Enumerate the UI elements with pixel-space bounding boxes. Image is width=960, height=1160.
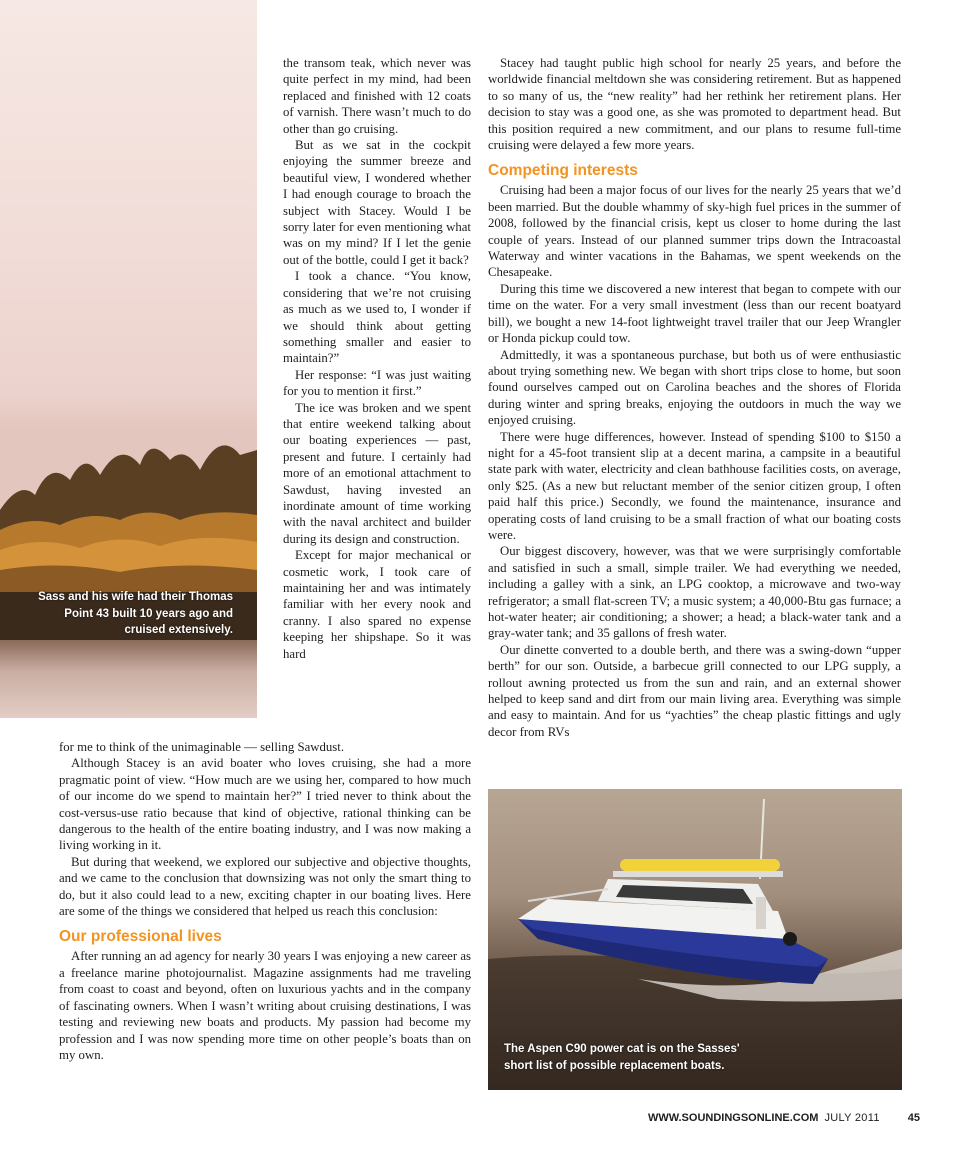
section-heading: Our professional lives bbox=[59, 928, 222, 946]
paragraph: Her response: “I was just waiting for you to mention it first.” bbox=[283, 367, 471, 399]
article-column-2 bbox=[488, 55, 901, 740]
paragraph: But as we sat in the cockpit enjoying the summer breeze and beautiful view, I wondered whether I had enough courage to broach the subject with Stacey. Would I be sorry later for even mentioning what was on my mind? If I let the genie out of the bottle, could I get it back? bbox=[283, 138, 471, 267]
page-number: 45 bbox=[907, 1112, 920, 1124]
paragraph: The ice was broken and we spent that entire weekend talking about our boating experiences — past, present and future. I certainly had more of an emotional attachment to Sawdust, having invested an inordinate amount of time working with the naval architect and builder during its design and construction. bbox=[283, 400, 471, 546]
caption-line: Point 43 built 10 years ago and bbox=[64, 607, 233, 620]
water-reflection bbox=[0, 640, 257, 718]
article-column-1-upper bbox=[283, 55, 471, 662]
caption-line: short list of possible replacement boats. bbox=[504, 1060, 725, 1072]
paragraph: After running an ad agency for nearly 30 years I was enjoying a new career as a freelance marine photojournalist. Magazine assignments had me traveling from coast to coast and beyond, often on luxurious yachts and in the company of fascinating owners. When I wasn’t writing about cruising destinations, I was testing and reviewing new boats and products. My passion had become my profession and I was now spending more time on other people’s boats than on my own. bbox=[59, 949, 471, 1062]
page-footer bbox=[648, 1112, 920, 1124]
paragraph: Although Stacey is an avid boater who loves cruising, she had a more pragmatic point of view. “How much are we using her, compared to how much of our income do we spend to maintain her?” I tried never to think about the cost-versus-use ratio because that kind of objective, rational thinking can be dangerous to the health of the entire boating industry, and I was now making a living working in it. bbox=[59, 756, 471, 853]
section-heading: Competing interests bbox=[488, 162, 638, 180]
paragraph: Admittedly, it was a spontaneous purchase, but both us of were enthusiastic about trying something new. We began with short trips close to home, but soon found ourselves camped out on Carolina beaches and the shores of Florida during winter and spring breaks, enjoying the outdoors in much the way we enjoyed cruising. bbox=[488, 347, 901, 428]
boat-photo bbox=[488, 789, 902, 1090]
article-column-1-lower bbox=[59, 739, 471, 1063]
photo-caption-top bbox=[11, 589, 233, 639]
paragraph: Stacey had taught public high school for nearly 25 years, and before the worldwide financial meltdown she was considering retirement. But as happened to so many of us, the “new reality” had her rethink her retirement plans. Her decision to stay was a good one, as she was promoted to department head. But this position required a new commitment, and our plans to resume full-time cruising were delayed a few more years. bbox=[488, 56, 901, 153]
paragraph: Our biggest discovery, however, was that we were surprisingly comfortable and satisfied in such a small, simple trailer. We had everything we needed, including a galley with a sink, an LPG cooktop, a microwave and two-way refrigerator; a small flat-screen TV; a music system; a 40,000-Btu gas furnace; a hot-water heater; air conditioning; a shower; a head; a black-water tank and a gray-water tank; and 35 gallons of fresh water. bbox=[488, 544, 901, 641]
caption-line: The Aspen C90 power cat is on the Sasses' bbox=[504, 1043, 740, 1055]
paragraph: Cruising had been a major focus of our lives for the nearly 25 years that we’d been married. But the double whammy of sky-high fuel prices in the summer of 2008, followed by the financial crisis, kept us closer to home during the last couple of years. Instead of our planned summer trips down the Intracoastal Waterway and winter vacations in the Bahamas, we spent weekends on the Chesapeake. bbox=[488, 183, 901, 280]
paragraph: Our dinette converted to a double berth, and there was a swing-down “upper berth” for our son. Outside, a barbecue grill connected to our LPG supply, a rollout awning protected us from the sun and rain, and an external shower helped to keep sand and dirt from our main living area. Everything was simple and easy to maintain. And for us “yachties” the cheap plastic fittings and ugly decor from RVs bbox=[488, 642, 901, 739]
footer-issue: JULY 2011 bbox=[824, 1112, 880, 1124]
caption-line: cruised extensively. bbox=[124, 624, 233, 636]
paragraph: I took a chance. “You know, considering that we’re not cruising as much as we used to, I wonder if we should think about getting something smaller and easier to maintain?” bbox=[283, 269, 471, 366]
footer-website: WWW.SOUNDINGSONLINE.COM bbox=[647, 1112, 819, 1124]
paragraph: During this time we discovered a new interest that began to compete with our time on the water. For a very small investment (less than our recent boatyard bill), we bought a new 14-foot lightweight travel trailer that our Jeep Wrangler or Honda pickup could tow. bbox=[488, 281, 901, 346]
marsh-photo bbox=[0, 0, 257, 718]
paragraph: for me to think of the unimaginable — selling Sawdust. bbox=[59, 740, 345, 754]
caption-line: Sass and his wife had their Thomas bbox=[38, 591, 233, 603]
paragraph: the transom teak, which never was quite perfect in my mind, had been replaced and finished with 12 coats of varnish. There wasn’t much to do other than go cruising. bbox=[283, 56, 471, 136]
paragraph: There were huge differences, however. Instead of spending $100 to $150 a night for a 45-foot transient slip at a decent marina, a campsite in a beautiful state park with water, electricity and clean bathhouse facilities costs, on average, only $25. (As a new but reluctant member of the senior citizen group, I often paid half this price.) Secondly, we found the maintenance, insurance and operating costs of land cruising to be a small fraction of what our boating costs were. bbox=[488, 429, 901, 542]
photo-caption-boat bbox=[504, 1041, 824, 1075]
paragraph: Except for major mechanical or cosmetic work, I took care of maintaining her and was intimately familiar with her every nook and cranny. I also spared no expense keeping her shipshape. So it was hard bbox=[283, 548, 471, 661]
paragraph: But during that weekend, we explored our subjective and objective thoughts, and we came to the conclusion that downsizing was not only the smart thing to do, but it also could lead to a new, exciting chapter in our boating lives. Here are some of the things we considered that helped us reach this conclusion: bbox=[59, 854, 471, 919]
